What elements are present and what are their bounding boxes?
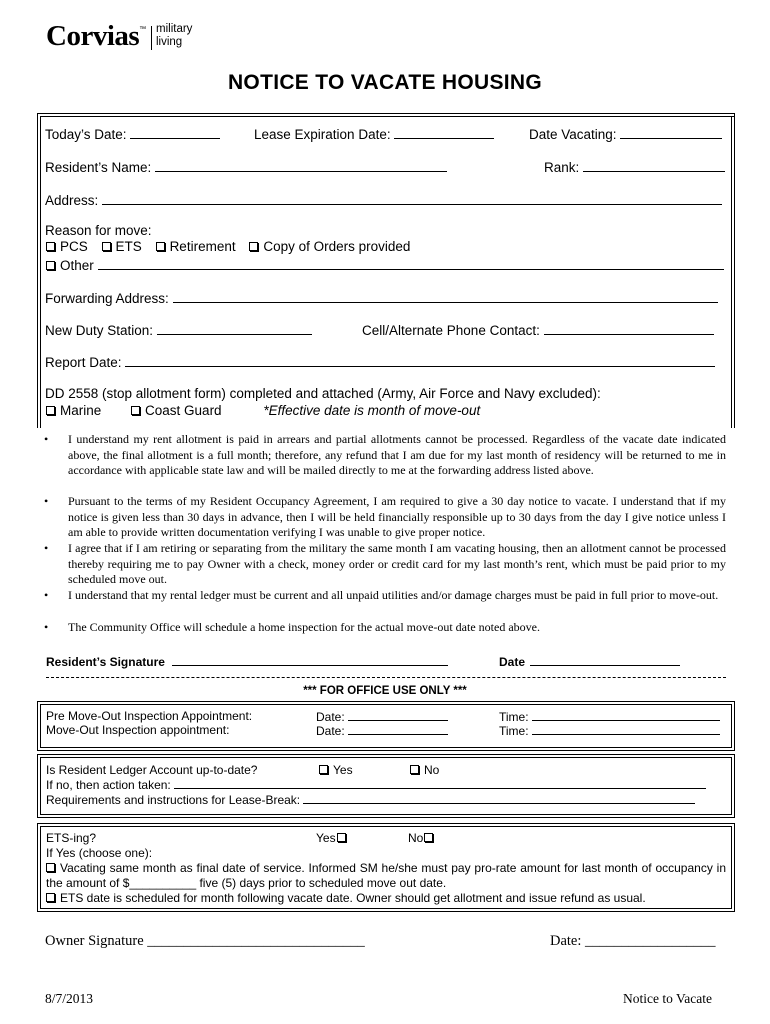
pre-move-time-field[interactable] [532,709,720,721]
ets-option1-checkbox[interactable] [46,863,55,872]
other-checkbox[interactable] [46,261,55,270]
if-no-label: If no, then action taken: [46,778,171,792]
lease-exp-field[interactable] [394,125,494,139]
rank-field[interactable] [583,158,725,172]
lease-exp-label: Lease Expiration Date: [254,127,391,142]
signature-date-label: Date [499,655,526,669]
corvias-logo: Corvias™ military living [46,20,193,52]
move-out-date-field[interactable] [348,723,448,735]
new-duty-label: New Duty Station: [45,323,154,338]
residents-name-field[interactable] [155,158,447,172]
coast-guard-checkbox[interactable] [131,406,140,415]
copy-orders-checkbox[interactable] [249,242,258,251]
dd2558-text: DD 2558 (stop allotment form) completed and attached (Army, Air Force and Navy excluded): [45,386,601,401]
cell-label: Cell/Alternate Phone Contact: [362,323,540,338]
effective-note: *Effective date is month of move-out [263,403,481,418]
office-use-heading: *** FOR OFFICE USE ONLY *** [303,685,467,697]
logo-brand: Corvias [46,20,140,52]
owner-date: Date: __________________ [550,933,716,949]
forwarding-field[interactable] [173,289,718,303]
other-field[interactable] [98,256,724,270]
ets-ing-label: ETS-ing? [46,831,97,845]
report-date-field[interactable] [125,353,715,367]
forwarding-label: Forwarding Address: [45,291,169,306]
move-out-time-field[interactable] [532,723,720,735]
report-date-label: Report Date: [45,355,122,370]
cell-field[interactable] [544,321,714,335]
ledger-label: Is Resident Ledger Account up-to-date? [46,763,258,777]
ledger-yes-checkbox[interactable] [319,765,328,774]
move-out-label: Move-Out Inspection appointment: [46,723,230,737]
address-field[interactable] [102,191,722,205]
page-title: NOTICE TO VACATE HOUSING [227,71,543,94]
signature-date-field[interactable] [530,652,680,666]
ets-option2-text: ETS date is scheduled for month following vacate date. Owner should get allotment and issue refund as usual. [60,891,646,905]
ets-option1-text: Vacating same month as final date of service. Informed SM he/she must pay pro-rate amount for last month of occupancy in the amount of $__________ five (5) days prior to scheduled move out date. [46,861,726,890]
if-no-field[interactable] [174,777,706,789]
owner-signature: Owner Signature ______________________________ [45,933,365,949]
logo-sub2: living [156,36,183,48]
ets-yes-checkbox[interactable] [337,833,346,842]
bullet-list: • I understand my rent allotment is paid in arrears and partial allotments cannot be processed. Regardless of the vacate date indicated above, the final allotment is a full month; therefore, any refund that I am due for my last month of residency will be returned to me in accordance with applicable state law and will be mailed directly to me at the forwarding address listed above. • Pursuant to the terms of my Resident Occupancy Agreement, I am required to give a 30 day notice to vacate. I understand that if my notice is given less than 30 days in advance, then I will be held financially responsible up to 30 days from the day I give notice unless I am able to provide written documentation verifying I was unable to give proper notice. • I agree that if I am retiring or separating from the military the same month I am vacating housing, then an allotment cannot be processed thereby requiring me to pay Owner with a check, money order or credit card for my last month’s rent, which must be paid prior to my scheduled move out. • I understand that my rental ledger must be current and all unpaid utilities and/or damage charges must be paid in full prior to move-out. • The Community Office will schedule a home inspection for the actual move-out date noted above. [44,432,726,634]
residents-name-label: Resident’s Name: [45,160,152,175]
resident-signature-label: Resident’s Signature [46,655,165,669]
logo-sub1: military [156,23,193,35]
date-vacating-field[interactable] [620,125,722,139]
footer-date: 8/7/2013 [45,991,94,1006]
pcs-checkbox[interactable] [46,242,55,251]
logo-divider [151,26,152,50]
if-yes-label: If Yes (choose one): [46,846,153,860]
footer-doc-name: Notice to Vacate [623,991,712,1006]
ets-checkbox[interactable] [102,242,111,251]
marine-checkbox[interactable] [46,406,55,415]
address-label: Address: [45,193,99,208]
cut-line [46,677,726,678]
lease-break-field[interactable] [303,792,695,804]
new-duty-field[interactable] [157,321,312,335]
todays-date-label: Today’s Date: [45,127,127,142]
retirement-checkbox[interactable] [156,242,165,251]
lease-break-label: Requirements and instructions for Lease-Break: [46,793,301,807]
pre-move-label: Pre Move-Out Inspection Appointment: [46,709,253,723]
date-vacating-label: Date Vacating: [529,127,617,142]
ledger-no-checkbox[interactable] [410,765,419,774]
rank-label: Rank: [544,160,580,175]
reason-label: Reason for move: [45,223,152,238]
ets-no-checkbox[interactable] [424,833,433,842]
pre-move-date-field[interactable] [348,709,448,721]
ets-option2-checkbox[interactable] [46,893,55,902]
resident-signature-field[interactable] [172,652,448,666]
todays-date-field[interactable] [130,125,220,139]
